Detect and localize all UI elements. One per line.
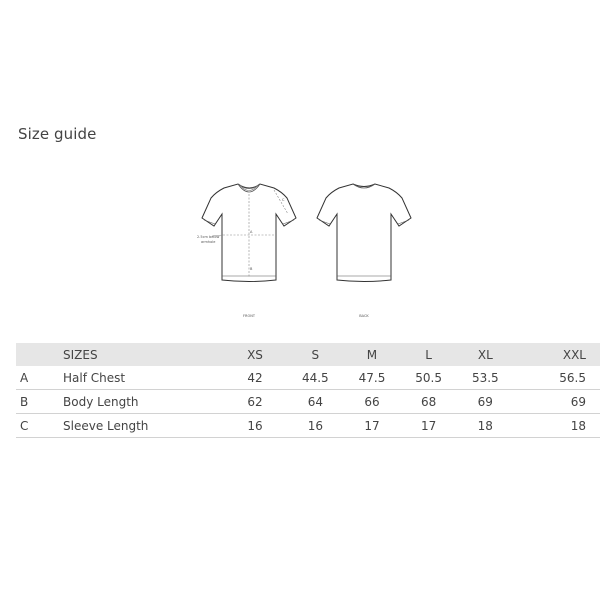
size-header-l: L	[425, 347, 432, 362]
row-letter: B	[20, 394, 29, 409]
row-value: 17	[421, 418, 437, 433]
table-row	[16, 414, 600, 438]
row-letter: C	[20, 418, 29, 433]
row-value: 69	[477, 394, 493, 409]
measure-a-label: A	[250, 230, 253, 234]
note-line-2: armhole	[201, 240, 216, 244]
row-value: 18	[570, 418, 586, 433]
row-value: 68	[421, 394, 437, 409]
tshirt-back	[317, 184, 411, 318]
size-header-m: M	[366, 347, 378, 362]
table-row	[16, 390, 600, 414]
row-value: 16	[247, 418, 263, 433]
row-value: 44.5	[301, 370, 329, 385]
row-value: 16	[307, 418, 323, 433]
note-line-1: 2.5cm below	[197, 235, 220, 239]
header-letter-cell	[16, 343, 63, 366]
size-header-xl: XL	[477, 347, 493, 362]
row-value: 42	[247, 370, 263, 385]
back-label: BACK	[359, 314, 369, 318]
tshirt-diagram-svg	[190, 170, 430, 330]
sizes-header: SIZES	[63, 347, 98, 362]
size-header-xs: XS	[247, 347, 263, 362]
row-label: Half Chest	[63, 370, 126, 385]
size-table	[16, 343, 600, 438]
row-value: 50.5	[415, 370, 442, 385]
size-header-s: S	[311, 347, 320, 362]
tshirt-diagram	[190, 170, 430, 330]
row-value: 47.5	[358, 370, 386, 385]
row-value: 17	[364, 418, 380, 433]
table-row	[16, 366, 600, 390]
row-value: 64	[307, 394, 323, 409]
row-label: Body Length	[63, 394, 139, 409]
measure-c-label: C	[282, 198, 285, 202]
row-value: 53.5	[471, 370, 499, 385]
size-header-row	[16, 343, 600, 366]
front-label: FRONT	[243, 314, 255, 318]
row-letter: A	[20, 370, 29, 385]
row-label: Sleeve Length	[63, 418, 149, 433]
row-value: 69	[570, 394, 586, 409]
row-value: 18	[477, 418, 493, 433]
row-value: 56.5	[559, 370, 586, 385]
back-body-outline	[317, 184, 411, 282]
page-title: Size guide	[18, 125, 97, 143]
size-header-xxl: XXL	[562, 347, 586, 362]
tshirt-front	[197, 184, 296, 318]
row-value: 62	[247, 394, 263, 409]
row-value: 66	[364, 394, 380, 409]
measure-b-label: B	[250, 267, 253, 271]
